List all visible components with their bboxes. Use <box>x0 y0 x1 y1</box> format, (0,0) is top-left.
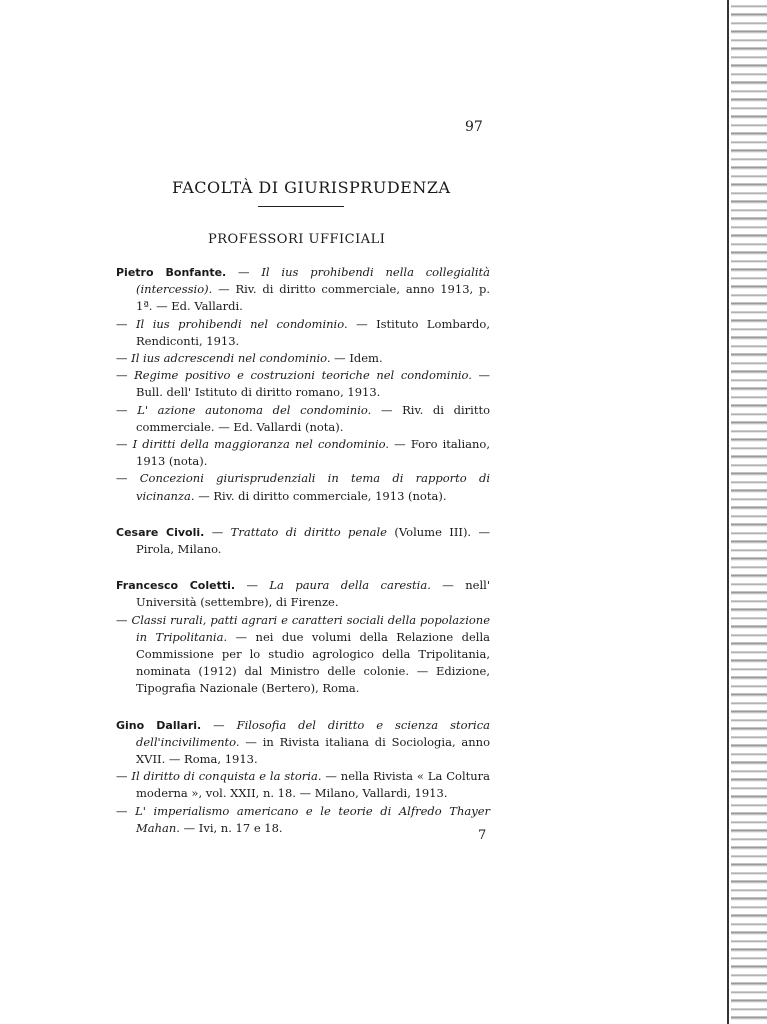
publication-title: Trattato di diritto penale <box>230 524 387 539</box>
publication-title: Il diritto di conquista e la storia. <box>131 769 322 784</box>
page-title: FACOLTÀ DI GIURISPRUDENZA <box>172 178 451 197</box>
publication-item: — I diritti della maggioranza nel condominio. — Foro italiano, 1913 (nota). <box>116 437 490 469</box>
signature-mark: 7 <box>478 828 487 843</box>
author-name: Gino Dallari. <box>116 718 202 732</box>
section-subtitle: PROFESSORI UFFICIALI <box>208 232 386 247</box>
publication-item: — Regime positivo e costruzioni teoriche nel condominio. — Bull. dell' Istituto di diritto romano, 1913. <box>116 368 491 400</box>
publication-title: Classi rurali, patti agrari e caratteri sociali della popolazione in Tripolitania. <box>131 612 491 644</box>
author-entry <box>116 524 490 558</box>
publication-title: L' imperialismo americano e le teorie di Alfredo Thayer Mahan. <box>135 803 491 835</box>
publication-title: I diritti della maggioranza nel condominio. <box>132 437 390 452</box>
publication-details: nei due volumi della Relazione della Commissione per lo studio agrologico della Tripolitania, nominata (1912) dal Ministro delle colonie. — Edizione, Tipografia Nazionale (Bertero), Roma. <box>136 629 490 696</box>
publication-details: Ivi, n. 17 e 18. <box>198 820 283 835</box>
publication-item: Pietro Bonfante. — Il ius prohibendi nella collegialità (intercessio). — Riv. di diritto commerciale, anno 1913, p. 1ª. — Ed. Vallardi. <box>116 265 490 314</box>
publication-item: — Il ius prohibendi nel condominio. — Istituto Lombardo, Rendiconti, 1913. <box>116 316 490 348</box>
page-edge-shadow <box>731 0 767 1024</box>
publication-item: Gino Dallari. — Filosofia del diritto e scienza storica dell'incivilimento. — in Rivista italiana di Sociologia, anno XVII. — Roma, 1913. <box>116 717 491 767</box>
title-divider <box>258 206 344 207</box>
bibliography-list <box>116 264 490 856</box>
publication-title: Filosofia del diritto e scienza storica dell'incivilimento. <box>136 717 490 749</box>
author-name: Pietro Bonfante. <box>116 266 227 279</box>
publication-title: La paura della carestia. <box>269 578 431 593</box>
publication-details: Istituto Lombardo, Rendiconti, 1913. <box>136 316 490 348</box>
publication-details: Riv. di diritto commerciale, anno 1913, p. 1ª. — Ed. Vallardi. <box>136 282 490 314</box>
publication-details: Riv. di diritto commerciale, 1913 (nota). <box>213 488 447 503</box>
publication-details: Foro italiano, 1913 (nota). <box>136 437 490 469</box>
publication-details: (Volume III). — Pirola, Milano. <box>136 524 491 557</box>
publication-item: — Il diritto di conquista e la storia. — nella Rivista « La Coltura moderna », vol. XXII, n. 18. — Milano, Vallardi, 1913. <box>116 769 491 801</box>
author-name: Cesare Civoli. <box>116 525 205 539</box>
publication-item: — Classi rurali, patti agrari e caratteri sociali della popolazione in Tripolitania. — nei due volumi della Relazione della Commissione per lo studio agrologico della Tripolitania, nominata (1912) dal Ministro delle colonie. — Edizione, Tipografia Nazionale (Bertero), Roma. <box>116 612 491 696</box>
publication-title: L' azione autonoma del condominio. <box>137 402 372 417</box>
publication-item: — L' azione autonoma del condominio. — Riv. di diritto commerciale. — Ed. Vallardi (nota). <box>116 402 491 434</box>
publication-item: — Il ius adcrescendi nel condominio. — Idem. <box>116 351 383 366</box>
publication-item: — Concezioni giurisprudenziali in tema di rapporto di vicinanza. — Riv. di diritto commerciale, 1913 (nota). <box>116 471 491 503</box>
publication-item: Francesco Coletti. — La paura della carestia. — nell' Università (settembre), di Firenze. <box>116 578 490 610</box>
page-edge-line <box>727 0 729 1024</box>
publication-title: Il ius prohibendi nel condominio. <box>135 316 348 331</box>
publication-title: Regime positivo e costruzioni teoriche nel condominio. <box>134 368 472 383</box>
publication-details: nella Rivista « La Coltura moderna », vol. XXII, n. 18. — Milano, Vallardi, 1913. <box>136 769 491 801</box>
publication-details: Riv. di diritto commerciale. — Ed. Vallardi (nota). <box>136 402 491 434</box>
publication-details: in Rivista italiana di Sociologia, anno XVII. — Roma, 1913. <box>136 734 491 767</box>
author-entry <box>116 577 490 697</box>
publication-details: Idem. <box>349 351 383 366</box>
publication-details: Bull. dell' Istituto di diritto romano, 1913. <box>136 385 381 400</box>
page-number: 97 <box>465 119 483 135</box>
author-name: Francesco Coletti. <box>116 579 236 593</box>
author-entry <box>116 264 490 505</box>
publication-item: — L' imperialismo americano e le teorie di Alfredo Thayer Mahan. — Ivi, n. 17 e 18. <box>116 803 491 835</box>
publication-title: Il ius prohibendi nella collegialità (intercessio). <box>136 265 490 297</box>
author-entry <box>116 717 490 837</box>
publication-title: Il ius adcrescendi nel condominio. <box>131 351 331 366</box>
publication-item: Cesare Civoli. — Trattato di diritto penale (Volume III). — Pirola, Milano. <box>116 524 491 557</box>
publication-details: nell' Università (settembre), di Firenze. <box>136 578 490 610</box>
publication-title: Concezioni giurisprudenziali in tema di rapporto di vicinanza. <box>136 471 491 503</box>
